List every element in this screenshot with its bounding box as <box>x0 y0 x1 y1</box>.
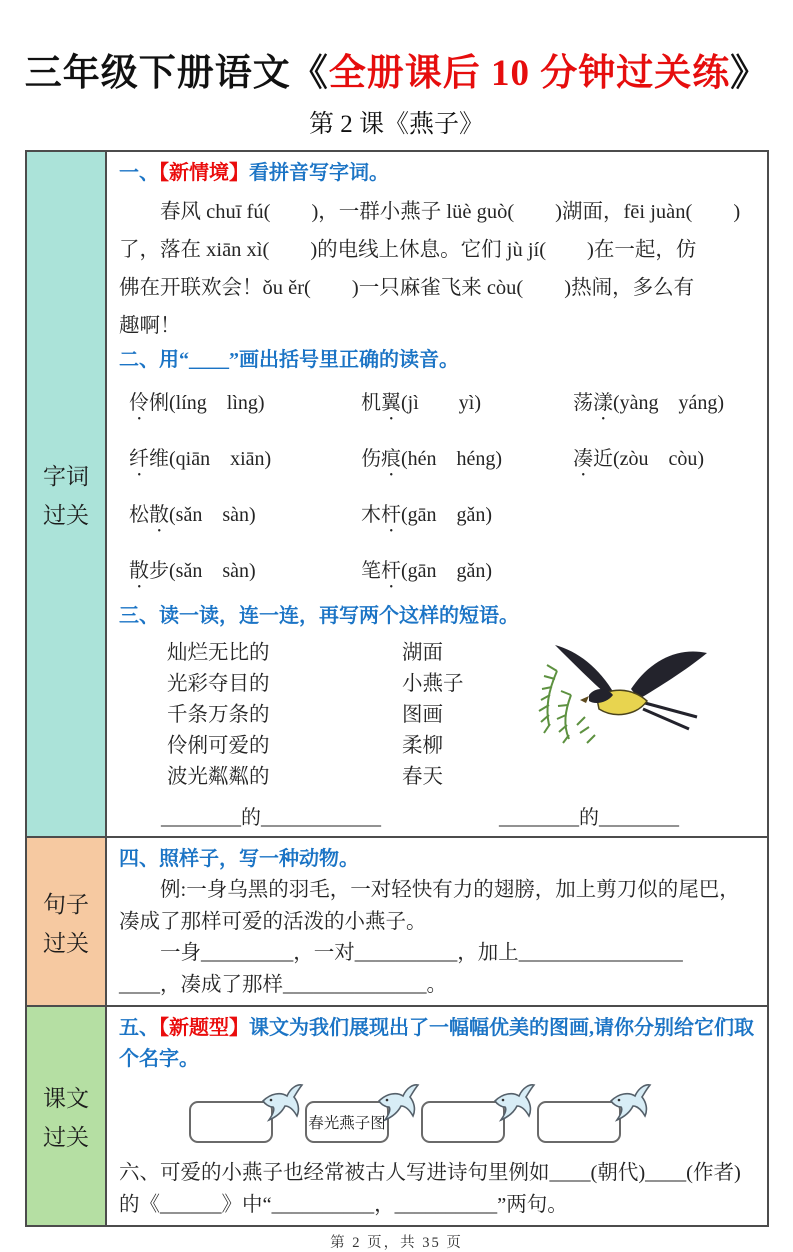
match-right: 图画 <box>402 704 443 726</box>
phrase-blank-right: ________的________ <box>499 807 679 829</box>
pinyin-line: 佛在开联欢会！ǒu ěr( )一只麻雀飞来 còu( )热闹，多么有 <box>119 277 695 299</box>
title-suffix: 》 <box>730 53 769 94</box>
section-2-number: 二、 <box>119 349 159 371</box>
small-swallow-icon <box>607 1081 653 1123</box>
section-1-tag: 【新情境】 <box>159 162 249 184</box>
pinyin-line: 趣啊！ <box>119 315 181 337</box>
match-left: 灿烂无比的 <box>167 642 270 664</box>
side-label-sentence <box>27 836 107 1005</box>
match-right: 柔柳 <box>402 735 443 757</box>
section-5-title: 课文为我们展现出了一幅幅优美的图画,请你分别给它们取个名字。 <box>119 1017 754 1070</box>
example-sentence-line2: 凑成了那样可爱的活泼的小燕子。 <box>119 910 427 933</box>
match-left: 千条万条的 <box>167 704 270 726</box>
picture-name-box-3 <box>421 1101 505 1143</box>
title-highlight: 全册课后 10 分钟过关练 <box>328 53 731 94</box>
side-label-sentence-line1: 句子 <box>43 891 89 917</box>
side-label-text-line2: 过关 <box>43 1125 89 1150</box>
match-left: 波光粼粼的 <box>167 766 270 788</box>
pinyin-paragraph <box>119 193 757 345</box>
pronunciation-item: 纤维(qiān xiān) <box>129 448 272 470</box>
text-section-cell <box>107 1005 767 1225</box>
swallow-beak <box>580 696 589 703</box>
section-5-tag: 【新题型】 <box>159 1017 249 1039</box>
pronunciation-grid <box>129 386 757 593</box>
match-right: 春天 <box>402 766 443 788</box>
page-number: 第 2 页，共 35 页 <box>330 1235 463 1251</box>
swallow-illustration <box>519 629 729 775</box>
section-2-title: 用“____”画出括号里正确的读音。 <box>159 349 459 371</box>
title-prefix: 三年级下册语文《 <box>24 53 329 94</box>
section-1-heading <box>119 158 757 189</box>
picture-name-box-2 <box>305 1101 389 1143</box>
fill-sentence-line1: 一身_________，一对__________，加上________________ <box>160 942 683 964</box>
section-6-question <box>119 1157 757 1221</box>
pronunciation-item: 荡漾(yàng yáng) <box>573 392 725 414</box>
pronunciation-item: 散步(sǎn sàn) <box>129 560 256 582</box>
match-right: 小燕子 <box>402 673 464 695</box>
swallow-tail <box>643 703 697 729</box>
pronunciation-item: 伶俐(líng lìng) <box>129 392 265 414</box>
section-5-number: 五、 <box>119 1017 159 1039</box>
words-section-cell <box>107 152 767 836</box>
section-3-number: 三、 <box>119 605 159 627</box>
section-2-heading <box>119 345 757 376</box>
swallow-right-wing <box>631 652 707 700</box>
section-6-line1: 六、可爱的小燕子也经常被古人写进诗句里例如____(朝代)____(作者) <box>119 1162 741 1184</box>
section-1-title: 看拼音写字词。 <box>249 162 389 184</box>
pronunciation-item: 凑近(zòu còu) <box>573 448 705 470</box>
section-5-heading <box>119 1013 757 1075</box>
pronunciation-item: 松散(sǎn sàn) <box>129 504 256 526</box>
worksheet-page <box>0 42 793 1251</box>
section-1-number: 一、 <box>119 162 159 184</box>
pinyin-line: 春风 chuī fú( )，一群小燕子 lüè guò( )湖面，fēi juàn( ) <box>160 201 741 223</box>
side-label-words <box>27 152 107 836</box>
pinyin-line: 了，落在 xiān xì( )的电线上休息。它们 jù jí( )在一起，仿 <box>119 239 697 261</box>
match-left: 伶俐可爱的 <box>167 735 270 757</box>
section-3-title: 读一读，连一连，再写两个这样的短语。 <box>159 605 519 627</box>
small-swallow-icon <box>259 1081 305 1123</box>
pronunciation-item: 伤痕(hén héng) <box>361 448 503 470</box>
side-label-text <box>27 1005 107 1225</box>
fill-sentence-line2: ____，凑成了那样______________。 <box>119 973 447 996</box>
section-3-heading <box>119 601 757 632</box>
small-swallow-icon <box>491 1081 537 1123</box>
side-label-text-line1: 课文 <box>43 1086 89 1111</box>
phrase-blank-left: ________的____________ <box>161 807 381 829</box>
lesson-subtitle: 第 2 课《燕子》 <box>308 111 484 138</box>
phrase-blanks <box>161 801 757 830</box>
side-label-sentence-line2: 过关 <box>43 930 89 956</box>
example-sentence-line1: 例:一身乌黑的羽毛，一对轻快有力的翅膀，加上剪刀似的尾巴， <box>160 879 740 901</box>
pronunciation-item: 笔杆(gān gǎn) <box>361 560 493 582</box>
picture-name-boxes <box>189 1101 757 1143</box>
picture-name-box-1 <box>189 1101 273 1143</box>
willow-branches <box>539 665 595 743</box>
side-label-words-line1: 字词 <box>43 464 89 489</box>
picture-name-box-2-label: 春光燕子图 <box>308 1115 386 1132</box>
small-swallow-icon <box>375 1081 421 1123</box>
section-4-title: 照样子，写一种动物。 <box>159 848 359 870</box>
match-left: 光彩夺目的 <box>167 673 270 695</box>
swallow-left-wing <box>555 645 615 695</box>
match-right: 湖面 <box>402 642 443 664</box>
section-4-number: 四、 <box>119 848 159 870</box>
page-title <box>0 42 793 96</box>
worksheet-table <box>25 150 769 1227</box>
section-4-heading <box>119 844 757 875</box>
side-label-words-line2: 过关 <box>43 503 89 528</box>
pronunciation-item: 木杆(gān gǎn) <box>361 504 493 526</box>
section-6-line2: 的《______》中“__________，__________”两句。 <box>119 1194 568 1216</box>
picture-name-box-4 <box>537 1101 621 1143</box>
sentence-section-cell <box>107 836 767 1005</box>
pronunciation-item: 机翼(jì yì) <box>361 392 481 414</box>
